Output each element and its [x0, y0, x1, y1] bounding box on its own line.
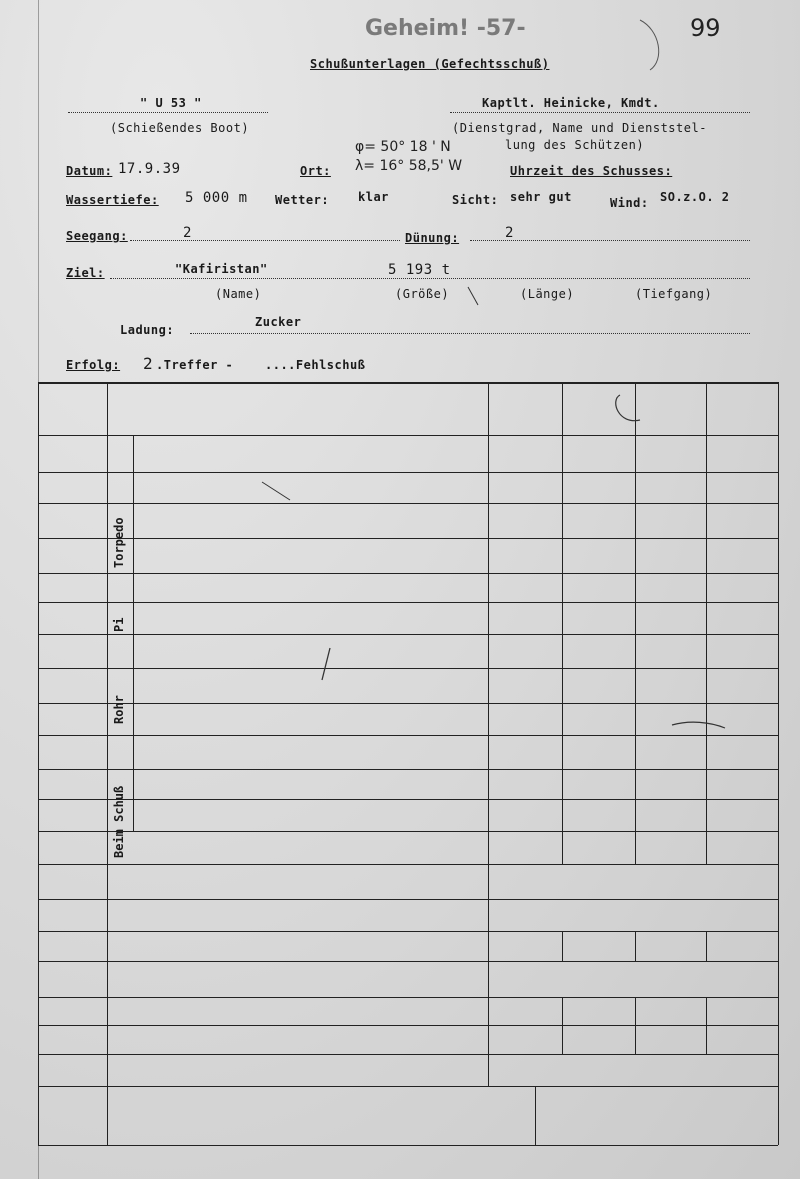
ziel-label: Ziel:: [66, 266, 105, 280]
erfolg-treffer-value: 2: [143, 354, 154, 373]
group-label-pi: Pi: [112, 617, 126, 632]
page-number: 99: [690, 14, 721, 42]
wassertiefe-value: 5 000 m: [185, 190, 248, 206]
seegang-value: 2: [183, 225, 192, 241]
boat-value: " U 53 ": [140, 96, 202, 110]
wetter-label: Wetter:: [275, 193, 330, 207]
boat-label: (Schießendes Boot): [110, 121, 250, 135]
document-title: Schußunterlagen (Gefechtsschuß): [310, 57, 550, 71]
commander-label-1: (Dienstgrad, Name und Dienststel-: [452, 121, 707, 135]
wetter-value: klar: [358, 190, 389, 204]
laenge-label: (Länge): [520, 287, 575, 301]
erfolg-label: Erfolg:: [66, 358, 121, 372]
secret-stamp: Geheim! -57-: [365, 16, 526, 41]
commander-value: Kaptlt. Heinicke, Kmdt.: [482, 96, 660, 110]
duenung-value: 2: [505, 225, 514, 241]
datum-label: Datum:: [66, 164, 113, 178]
duenung-label: Dünung:: [405, 231, 460, 245]
longitude: λ= 16° 58,5' W: [355, 158, 463, 174]
erfolg-treffer: .Treffer -: [156, 358, 234, 372]
ziel-groesse: 5 193 t: [388, 262, 451, 278]
ladung-value: Zucker: [255, 315, 302, 329]
sicht-value: sehr gut: [510, 190, 572, 204]
groesse-label: (Größe): [395, 287, 450, 301]
wassertiefe-label: Wassertiefe:: [66, 193, 159, 207]
erfolg-fehlschuss: ....Fehlschuß: [265, 358, 366, 372]
ziel-name: "Kafiristan": [175, 262, 268, 276]
commander-label-2: lung des Schützen): [505, 138, 645, 152]
wind-value: SO.z.O. 2: [660, 190, 730, 204]
latitude: φ= 50° 18 ' N: [355, 139, 451, 155]
datum-value: 17.9.39: [118, 161, 181, 177]
ort-label: Ort:: [300, 164, 331, 178]
group-label-rohr: Rohr: [112, 695, 126, 724]
group-label-beim_schuss: Beim Schuß: [112, 785, 126, 858]
uhrzeit-label: Uhrzeit des Schusses:: [510, 164, 673, 178]
ladung-label: Ladung:: [120, 323, 175, 337]
sicht-label: Sicht:: [452, 193, 499, 207]
tiefgang-label: (Tiefgang): [635, 287, 713, 301]
seegang-label: Seegang:: [66, 229, 128, 243]
name-label: (Name): [215, 287, 262, 301]
group-label-torpedo: Torpedo: [112, 517, 126, 568]
wind-label: Wind:: [610, 196, 649, 210]
